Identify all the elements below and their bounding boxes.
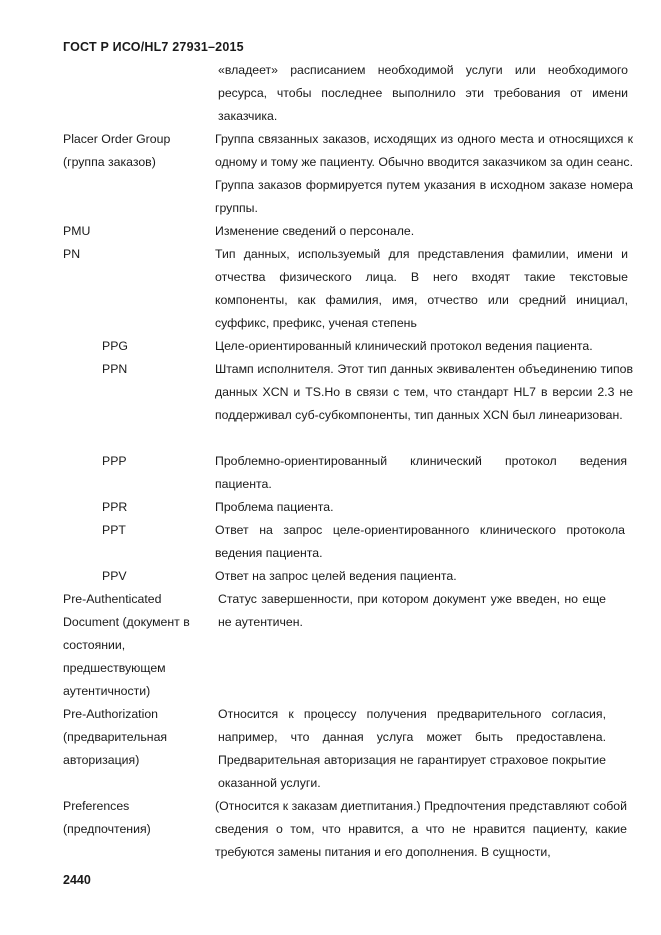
entry-term: PN bbox=[63, 247, 81, 261]
entry-definition: Ответ на запрос целе-ориентированного клинического протокола ведения пациента. bbox=[215, 523, 625, 560]
entry-definition: Целе-ориентированный клинический протокол ведения пациента. bbox=[215, 339, 593, 353]
entry-term: PPP bbox=[102, 454, 127, 468]
page-number: 2440 bbox=[63, 873, 91, 887]
entry-definition: (Относится к заказам диетпитания.) Предпочтения представляют собой сведения о том, что нравится, а что не нравится пациенту, какие требуются замены питания и его дополнения. В сущности, bbox=[215, 799, 627, 859]
entry-term: Placer Order Group (группа заказов) bbox=[63, 132, 171, 169]
entry-definition: Статус завершенности, при котором документ уже введен, но еще не аутентичен. bbox=[218, 592, 606, 629]
entry-definition: Ответ на запрос целей ведения пациента. bbox=[215, 569, 457, 583]
entry-term: Pre-Authenticated Document (документ в состоянии, предшествующем аутентичности) bbox=[63, 592, 190, 698]
entry-definition: Штамп исполнителя. Этот тип данных эквивалентен объединению типов данных XCN и TS.Но в связи с тем, что стандарт HL7 в версии 2.3 не поддерживал суб-субкомпоненты, тип данных XCN был линеаризован. bbox=[215, 362, 633, 422]
entry-term: PPN bbox=[102, 362, 128, 376]
entry-term: PPV bbox=[102, 569, 127, 583]
entry-term: PPR bbox=[102, 500, 128, 514]
document-header: ГОСТ Р ИСО/HL7 27931–2015 bbox=[63, 40, 244, 54]
entry-term: PPG bbox=[102, 339, 128, 353]
entry-definition: Группа связанных заказов, исходящих из одного места и относящихся к одному и тому же пациенту. Обычно вводится заказчиком за один сеанс. Группа заказов формируется путем указания в исходном заказе номера группы. bbox=[215, 132, 633, 215]
entry-term: PPT bbox=[102, 523, 126, 537]
entry-term: PMU bbox=[63, 224, 91, 238]
entry-term: Preferences (предпочтения) bbox=[63, 799, 151, 836]
entry-definition: Проблема пациента. bbox=[215, 500, 334, 514]
entry-definition: «владеет» расписанием необходимой услуги или необходимого ресурса, чтобы последнее выполнило эти требования от имени заказчика. bbox=[218, 63, 628, 123]
entry-definition: Тип данных, используемый для представления фамилии, имени и отчества физического лица. В него входят такие текстовые компоненты, как фамилия, имя, отчество или средний инициал, суффикс, префикс, ученая степень bbox=[215, 247, 628, 330]
entry-definition: Проблемно-ориентированный клинический протокол ведения пациента. bbox=[215, 454, 627, 491]
entry-definition: Изменение сведений о персонале. bbox=[215, 224, 415, 238]
entry-definition: Относится к процессу получения предварительного согласия, например, что данная услуга может быть предоставлена. Предварительная авторизация не гарантирует страховое покрытие оказанной услуги. bbox=[218, 707, 606, 790]
entry-term: Pre-Authorization (предварительная авторизация) bbox=[63, 707, 168, 767]
